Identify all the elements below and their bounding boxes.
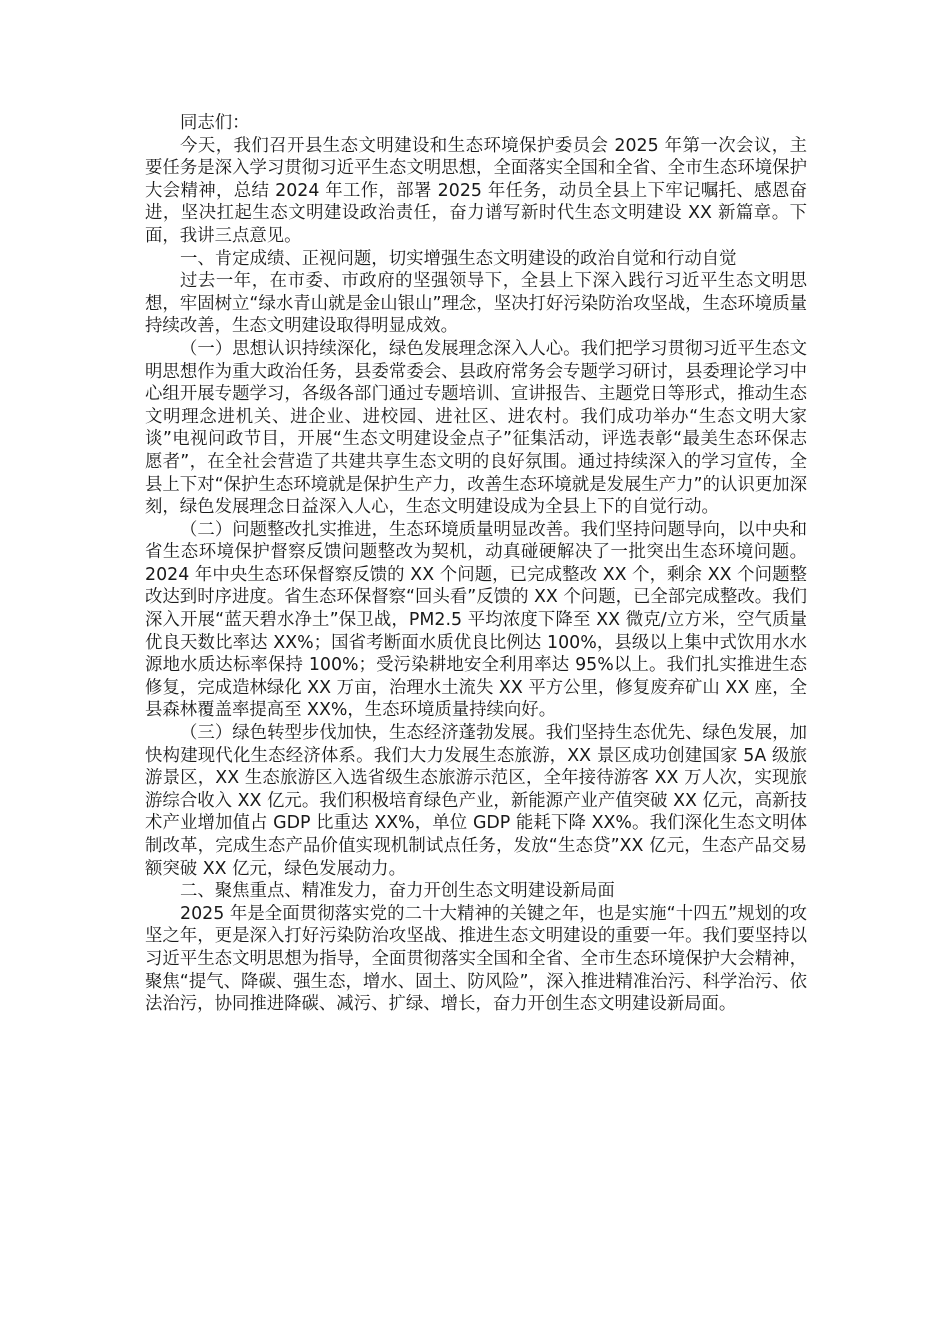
- paragraph-point-3: （三）绿色转型步伐加快，生态经济蓬勃发展。我们坚持生态优先、绿色发展，加快构建现代化生态经济体系。我们大力发展生态旅游，XX 景区成功创建国家 5A 级旅游景区，XX 生态旅游区入选省级生态旅游示范区，全年接待游客 XX 万人次，实现旅游综合收入 XX 亿元。我们积极培育绿色产业，新能源产业产值突破 XX 亿元，高新技术产业增加值占 GDP 比重达 XX%，单位 GDP 能耗下降 XX%。我们深化生态文明体制改革，完成生态产品价值实现机制试点任务，发放“生态贷”XX 亿元，生态产品交易额突破 XX 亿元，绿色发展动力。: [145, 723, 807, 879]
- salutation: 同志们：: [180, 113, 250, 133]
- section-heading-1: 一、肯定成绩、正视问题，切实增强生态文明建设的政治自觉和行动自觉: [180, 248, 737, 269]
- section-heading-2: 二、聚焦重点、精准发力，奋力开创生态文明建设新局面: [180, 881, 615, 902]
- paragraph-point-2: （二）问题整改扎实推进，生态环境质量明显改善。我们坚持问题导向，以中央和省生态环境保护督察反馈问题整改为契机，动真碰硬解决了一批突出生态环境问题。2024 年中央生态环保督察反馈的 XX 个问题，已完成整改 XX 个，剩余 XX 个问题整改达到时序进度。省生态环保督察“回头看”反馈的 XX 个问题，已全部完成整改。我们深入开展“蓝天碧水净土”保卫战，PM2.5 平均浓度下降至 XX 微克/立方米，空气质量优良天数比率达 XX%；国省考断面水质优良比例达 100%，县级以上集中式饮用水水源地水质达标率保持 100%；受污染耕地安全利用率达 95%以上。我们扎实推进生态修复，完成造林绿化 XX 万亩，治理水土流失 XX 平方公里，修复废弃矿山 XX 座，全县森林覆盖率提高至 XX%，生态环境质量持续向好。: [145, 519, 807, 721]
- paragraph-review: 过去一年，在市委、市政府的坚强领导下，全县上下深入践行习近平生态文明思想，牢固树立“绿水青山就是金山银山”理念，坚决打好污染防治攻坚战，生态环境质量持续改善，生态文明建设取得明显成效。: [145, 271, 807, 337]
- document-body: [145, 112, 807, 1016]
- paragraph-2025-plan: 2025 年是全面贯彻落实党的二十大精神的关键之年，也是实施“十四五”规划的攻坚之年，更是深入打好污染防治攻坚战、推进生态文明建设的重要一年。我们要坚持以习近平生态文明思想为指导，全面贯彻落实全国和全省、全市生态环境保护大会精神，聚焦“提气、降碳、强生态，增水、固土、防风险”，深入推进精准治污、科学治污、依法治污，协同推进降碳、减污、扩绿、增长，奋力开创生态文明建设新局面。: [145, 903, 807, 1015]
- paragraph-opening: 今天，我们召开县生态文明建设和生态环境保护委员会 2025 年第一次会议，主要任务是深入学习贯彻习近平生态文明思想，全面落实全国和全省、全市生态环境保护大会精神，总结 2024 年工作，部署 2025 年任务，动员全县上下牢记嘱托、感恩奋进，坚决扛起生态文明建设政治责任，奋力谱写新时代生态文明建设 XX 新篇章。下面，我讲三点意见。: [145, 135, 807, 246]
- paragraph-point-1: （一）思想认识持续深化，绿色发展理念深入人心。我们把学习贯彻习近平生态文明思想作为重大政治任务，县委常委会、县政府常务会专题学习研讨，县委理论学习中心组开展专题学习，各级各部门通过专题培训、宣讲报告、主题党日等形式，推动生态文明理念进机关、进企业、进校园、进社区、进农村。我们成功举办“生态文明大家谈”电视问政节目，开展“生态文明建设金点子”征集活动，评选表彰“最美生态环保志愿者”，在全社会营造了共建共享生态文明的良好氛围。通过持续深入的学习宣传，全县上下对“保护生态环境就是保护生产力，改善生态环境就是发展生产力”的认识更加深刻，绿色发展理念日益深入人心，生态文明建设成为全县上下的自觉行动。: [145, 338, 807, 518]
